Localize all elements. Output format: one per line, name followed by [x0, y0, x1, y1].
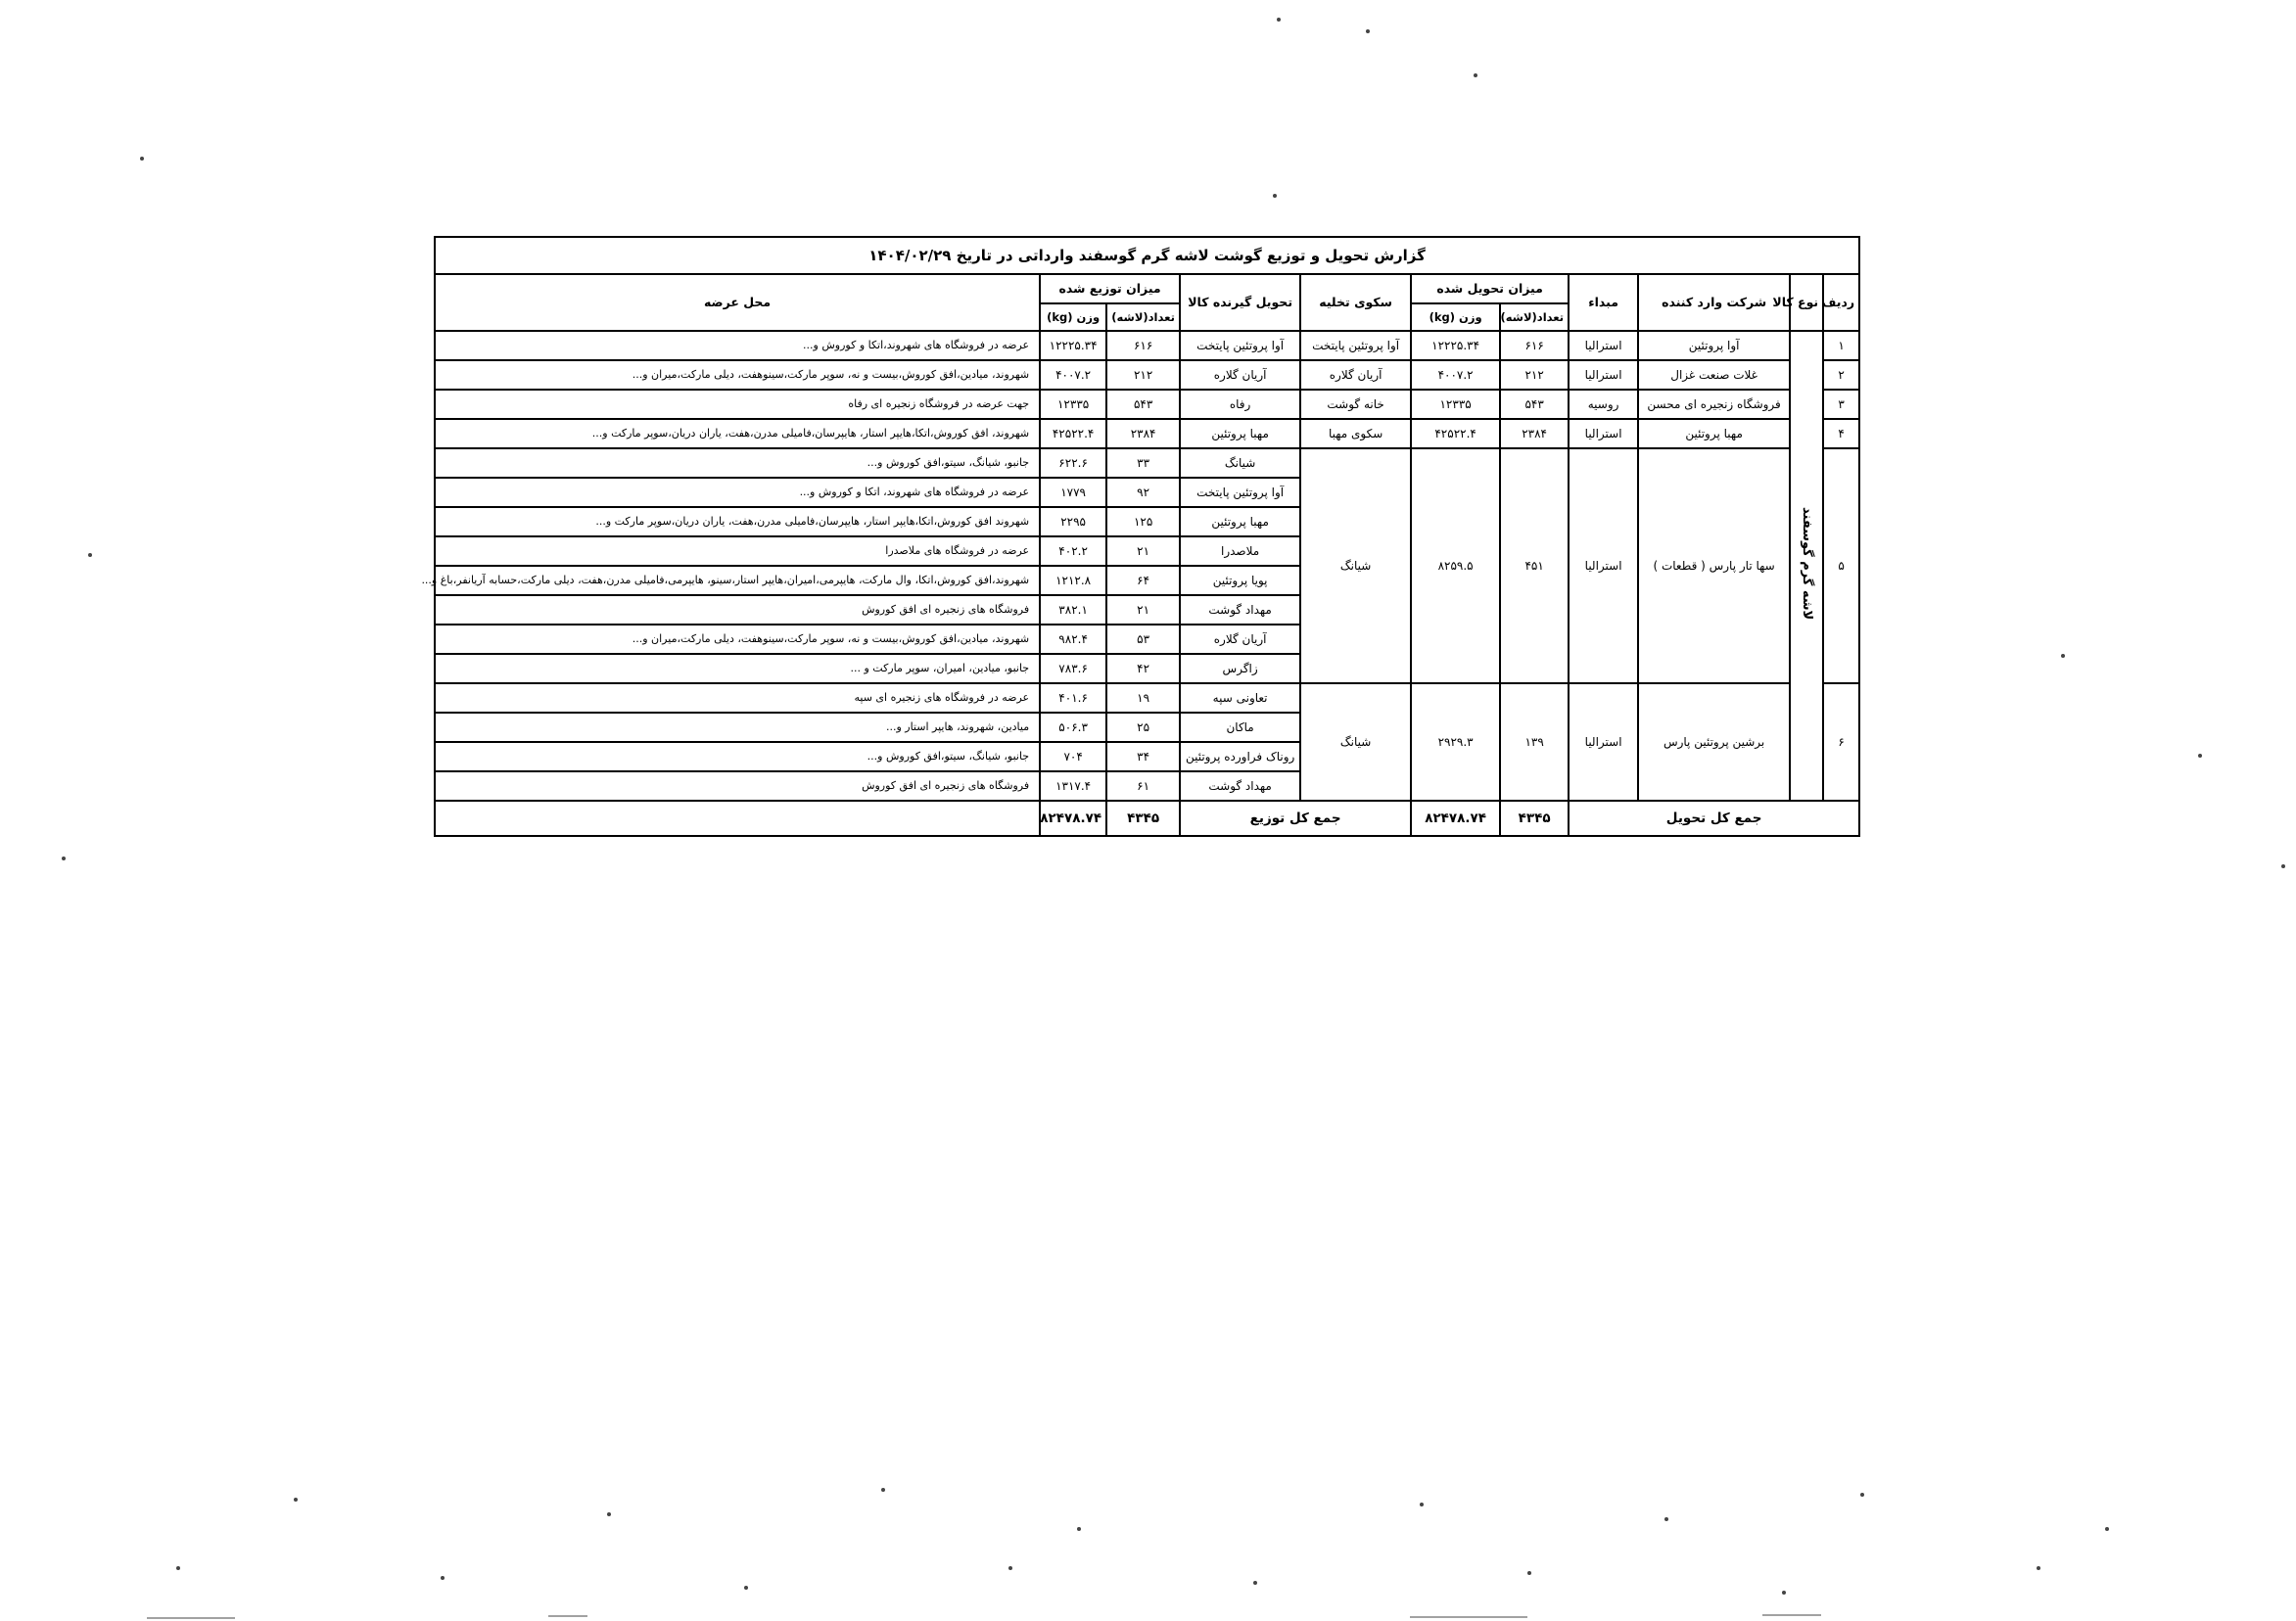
receiver-cell: ماکان: [1180, 713, 1300, 742]
distributed-weight-cell: ۱۳۱۷.۴: [1040, 771, 1106, 801]
location-cell: جانبو، شیانگ، سیتو،افق کوروش و...: [435, 448, 1040, 478]
scan-speck: [881, 1488, 885, 1492]
delivered-count-cell: ۶۱۶: [1500, 331, 1569, 360]
scan-speck: [1077, 1527, 1081, 1531]
total-delivered-weight: ۸۲۴۷۸.۷۴: [1411, 801, 1500, 836]
distributed-weight-cell: ۴۰۰۷.۲: [1040, 360, 1106, 390]
distributed-weight-cell: ۷۰۴: [1040, 742, 1106, 771]
location-cell: عرضه در فروشگاه های ملاصدرا: [435, 536, 1040, 566]
distributed-weight-cell: ۷۸۳.۶: [1040, 654, 1106, 683]
scan-line: [548, 1615, 587, 1617]
company-cell: فروشگاه زنجیره ای محسن: [1638, 390, 1790, 419]
row-number-cell: ۲: [1823, 360, 1859, 390]
delivered-count-cell: ۴۵۱: [1500, 448, 1569, 683]
distributed-count-cell: ۶۱: [1106, 771, 1180, 801]
receiver-cell: آریان گلاره: [1180, 360, 1300, 390]
scan-speck: [607, 1512, 611, 1516]
total-delivered-label: جمع کل تحویل: [1569, 801, 1859, 836]
origin-cell: روسیه: [1569, 390, 1638, 419]
receiver-cell: روناک فراورده پروتئین: [1180, 742, 1300, 771]
table-row: [435, 331, 1859, 360]
total-location-empty: [435, 801, 1040, 836]
scan-speck: [294, 1498, 298, 1502]
total-distributed-weight: ۸۲۴۷۸.۷۴: [1040, 801, 1106, 836]
platform-cell: آوا پروتئین پایتخت: [1300, 331, 1411, 360]
location-cell: عرضه در فروشگاه های زنجیره ای سپه: [435, 683, 1040, 713]
location-cell: جانبو، میادین، امیران، سوپر مارکت و ...: [435, 654, 1040, 683]
scan-speck: [1253, 1581, 1257, 1585]
location-cell: شهروند، میادین،افق کوروش،بیست و نه، سوپر مارکت،سینوهفت، دیلی مارکت،میران و...: [435, 625, 1040, 654]
row-number-cell: ۳: [1823, 390, 1859, 419]
table-row: [435, 390, 1859, 419]
company-cell: غلات صنعت غزال: [1638, 360, 1790, 390]
scan-speck: [1277, 18, 1281, 22]
distributed-weight-cell: ۹۸۲.۴: [1040, 625, 1106, 654]
location-cell: شهروند، افق کوروش،اتکا،هایپر استار، هایپرسان،فامیلی مدرن،هفت، یاران دریان،سوپر مارکت و...: [435, 419, 1040, 448]
distributed-count-cell: ۲۳۸۴: [1106, 419, 1180, 448]
scan-speck: [2281, 864, 2285, 868]
scan-line: [147, 1617, 235, 1619]
scan-speck: [2037, 1566, 2040, 1570]
platform-cell: آریان گلاره: [1300, 360, 1411, 390]
distributed-weight-cell: ۱۲۲۲۵.۳۴: [1040, 331, 1106, 360]
scan-line: [1410, 1616, 1527, 1618]
scan-speck: [1273, 194, 1277, 198]
header-delivered-count: تعداد(لاشه): [1500, 303, 1569, 331]
delivered-weight-cell: ۱۲۳۳۵: [1411, 390, 1500, 419]
receiver-cell: مهبا پروتئین: [1180, 419, 1300, 448]
delivered-weight-cell: ۴۰۰۷.۲: [1411, 360, 1500, 390]
distributed-weight-cell: ۳۸۲.۱: [1040, 595, 1106, 625]
location-cell: عرضه در فروشگاه های شهروند،اتکا و کوروش و...: [435, 331, 1040, 360]
header-row-number: ردیف: [1823, 274, 1859, 331]
header-goods-type: نوع کالا: [1790, 274, 1823, 331]
row-number-cell: ۱: [1823, 331, 1859, 360]
distributed-weight-cell: ۱۷۷۹: [1040, 478, 1106, 507]
platform-cell: شیانگ: [1300, 448, 1411, 683]
scan-speck: [441, 1576, 445, 1580]
header-supply-location: محل عرضه: [435, 274, 1040, 331]
origin-cell: استرالیا: [1569, 448, 1638, 683]
distributed-count-cell: ۲۱: [1106, 595, 1180, 625]
receiver-cell: شیانگ: [1180, 448, 1300, 478]
location-cell: جانبو، شیانگ، سیتو،افق کوروش و...: [435, 742, 1040, 771]
distributed-count-cell: ۳۴: [1106, 742, 1180, 771]
distributed-count-cell: ۶۱۶: [1106, 331, 1180, 360]
distributed-weight-cell: ۲۲۹۵: [1040, 507, 1106, 536]
receiver-cell: مهداد گوشت: [1180, 771, 1300, 801]
header-origin: مبداء: [1569, 274, 1638, 331]
scan-speck: [1782, 1591, 1786, 1595]
receiver-cell: مهداد گوشت: [1180, 595, 1300, 625]
delivered-weight-cell: ۱۲۲۲۵.۳۴: [1411, 331, 1500, 360]
distributed-weight-cell: ۵۰۶.۳: [1040, 713, 1106, 742]
row-number-cell: ۵: [1823, 448, 1859, 683]
platform-cell: خانه گوشت: [1300, 390, 1411, 419]
total-distributed-count: ۴۳۴۵: [1106, 801, 1180, 836]
header-importing-company: شرکت وارد کننده: [1638, 274, 1790, 331]
scan-speck: [744, 1586, 748, 1590]
header-delivered-amount: میزان تحویل شده: [1411, 274, 1569, 303]
scan-speck: [2105, 1527, 2109, 1531]
distributed-weight-cell: ۴۲۵۲۲.۴: [1040, 419, 1106, 448]
platform-cell: سکوی مهبا: [1300, 419, 1411, 448]
report-title: گزارش تحویل و توزیع گوشت لاشه گرم گوسفند وارداتی در تاریخ ۱۴۰۴/۰۲/۲۹: [435, 237, 1859, 274]
scan-speck: [140, 157, 144, 161]
total-delivered-count: ۴۳۴۵: [1500, 801, 1569, 836]
scan-speck: [2198, 754, 2202, 758]
location-cell: میادین، شهروند، هایپر استار و...: [435, 713, 1040, 742]
receiver-cell: تعاونی سپه: [1180, 683, 1300, 713]
table-row: [435, 419, 1859, 448]
distributed-weight-cell: ۴۰۱.۶: [1040, 683, 1106, 713]
scan-speck: [1420, 1503, 1424, 1506]
header-distributed-weight: وزن (kg): [1040, 303, 1106, 331]
scan-speck: [62, 857, 66, 860]
distributed-weight-cell: ۴۰۲.۲: [1040, 536, 1106, 566]
total-distributed-label: جمع کل توزیع: [1180, 801, 1411, 836]
receiver-cell: آوا پروتئین پایتخت: [1180, 478, 1300, 507]
company-cell: برشین پروتئین پارس: [1638, 683, 1790, 801]
company-cell: مهبا پروتئین: [1638, 419, 1790, 448]
distributed-count-cell: ۲۵: [1106, 713, 1180, 742]
origin-cell: استرالیا: [1569, 331, 1638, 360]
distributed-count-cell: ۱۹: [1106, 683, 1180, 713]
table-body: [421, 237, 1859, 836]
distributed-count-cell: ۵۳: [1106, 625, 1180, 654]
table-row: [435, 448, 1859, 478]
header-delivered-weight: وزن (kg): [1411, 303, 1500, 331]
receiver-cell: زاگرس: [1180, 654, 1300, 683]
table-row: [435, 360, 1859, 390]
distributed-weight-cell: ۶۲۲.۶: [1040, 448, 1106, 478]
receiver-cell: آوا پروتئین پایتخت: [1180, 331, 1300, 360]
header-unloading-platform: سکوی تخلیه: [1300, 274, 1411, 331]
table-row: [435, 683, 1859, 713]
origin-cell: استرالیا: [1569, 360, 1638, 390]
scan-speck: [2061, 654, 2065, 658]
receiver-cell: پویا پروتئین: [1180, 566, 1300, 595]
distributed-count-cell: ۱۲۵: [1106, 507, 1180, 536]
scan-speck: [1860, 1493, 1864, 1497]
delivered-count-cell: ۲۱۲: [1500, 360, 1569, 390]
delivered-weight-cell: ۲۹۲۹.۳: [1411, 683, 1500, 801]
header-receiver: تحویل گیرنده کالا: [1180, 274, 1300, 331]
delivered-count-cell: ۱۳۹: [1500, 683, 1569, 801]
origin-cell: استرالیا: [1569, 419, 1638, 448]
scan-speck: [1527, 1571, 1531, 1575]
receiver-cell: ملاصدرا: [1180, 536, 1300, 566]
distributed-weight-cell: ۱۲۱۲.۸: [1040, 566, 1106, 595]
scan-speck: [1474, 73, 1477, 77]
distributed-count-cell: ۵۴۳: [1106, 390, 1180, 419]
header-distributed-count: تعداد(لاشه): [1106, 303, 1180, 331]
delivered-count-cell: ۵۴۳: [1500, 390, 1569, 419]
distributed-count-cell: ۹۲: [1106, 478, 1180, 507]
origin-cell: استرالیا: [1569, 683, 1638, 801]
header-distributed-amount: میزان توزیع شده: [1040, 274, 1180, 303]
scan-speck: [88, 553, 92, 557]
scan-speck: [1366, 29, 1370, 33]
delivered-weight-cell: ۸۲۵۹.۵: [1411, 448, 1500, 683]
distributed-count-cell: ۴۲: [1106, 654, 1180, 683]
company-cell: سها تار پارس ( قطعات ): [1638, 448, 1790, 683]
delivered-weight-cell: ۴۲۵۲۲.۴: [1411, 419, 1500, 448]
platform-cell: شیانگ: [1300, 683, 1411, 801]
location-cell: شهروند،افق کوروش،اتکا، وال مارکت، هایپرمی،امیران،هایپر استار،سینو، هایپرمی،فامیلی مدرن،هفت، دیلی مارکت،حسابه آریانفر،باغ و...: [435, 566, 1040, 595]
distributed-count-cell: ۲۱۲: [1106, 360, 1180, 390]
location-cell: عرضه در فروشگاه های شهروند، اتکا و کوروش و...: [435, 478, 1040, 507]
delivery-distribution-table: [421, 236, 1860, 837]
location-cell: شهروند، میادین،افق کوروش،بیست و نه، سوپر مارکت،سینوهفت، دیلی مارکت،میران و...: [435, 360, 1040, 390]
distributed-count-cell: ۶۴: [1106, 566, 1180, 595]
scan-speck: [1664, 1517, 1668, 1521]
receiver-cell: آریان گلاره: [1180, 625, 1300, 654]
delivered-count-cell: ۲۳۸۴: [1500, 419, 1569, 448]
location-cell: شهروند افق کوروش،اتکا،هایپر استار، هایپرسان،فامیلی مدرن،هفت، یاران دریان،سوپر مارکت و...: [435, 507, 1040, 536]
distributed-count-cell: ۳۳: [1106, 448, 1180, 478]
distributed-count-cell: ۲۱: [1106, 536, 1180, 566]
scan-speck: [1008, 1566, 1012, 1570]
receiver-cell: رفاه: [1180, 390, 1300, 419]
goods-type-label: لاشه گرم گوسفند: [1800, 507, 1815, 621]
scan-speck: [176, 1566, 180, 1570]
row-number-cell: ۶: [1823, 683, 1859, 801]
location-cell: جهت عرضه در فروشگاه زنجیره ای رفاه: [435, 390, 1040, 419]
location-cell: فروشگاه های زنجیره ای افق کوروش: [435, 771, 1040, 801]
location-cell: فروشگاه های زنجیره ای افق کوروش: [435, 595, 1040, 625]
scan-line: [1762, 1614, 1821, 1616]
row-number-cell: ۴: [1823, 419, 1859, 448]
receiver-cell: مهبا پروتئین: [1180, 507, 1300, 536]
distributed-weight-cell: ۱۲۳۳۵: [1040, 390, 1106, 419]
goods-type-cell: [1790, 331, 1823, 801]
company-cell: آوا پروتئین: [1638, 331, 1790, 360]
totals-row: [435, 801, 1859, 836]
